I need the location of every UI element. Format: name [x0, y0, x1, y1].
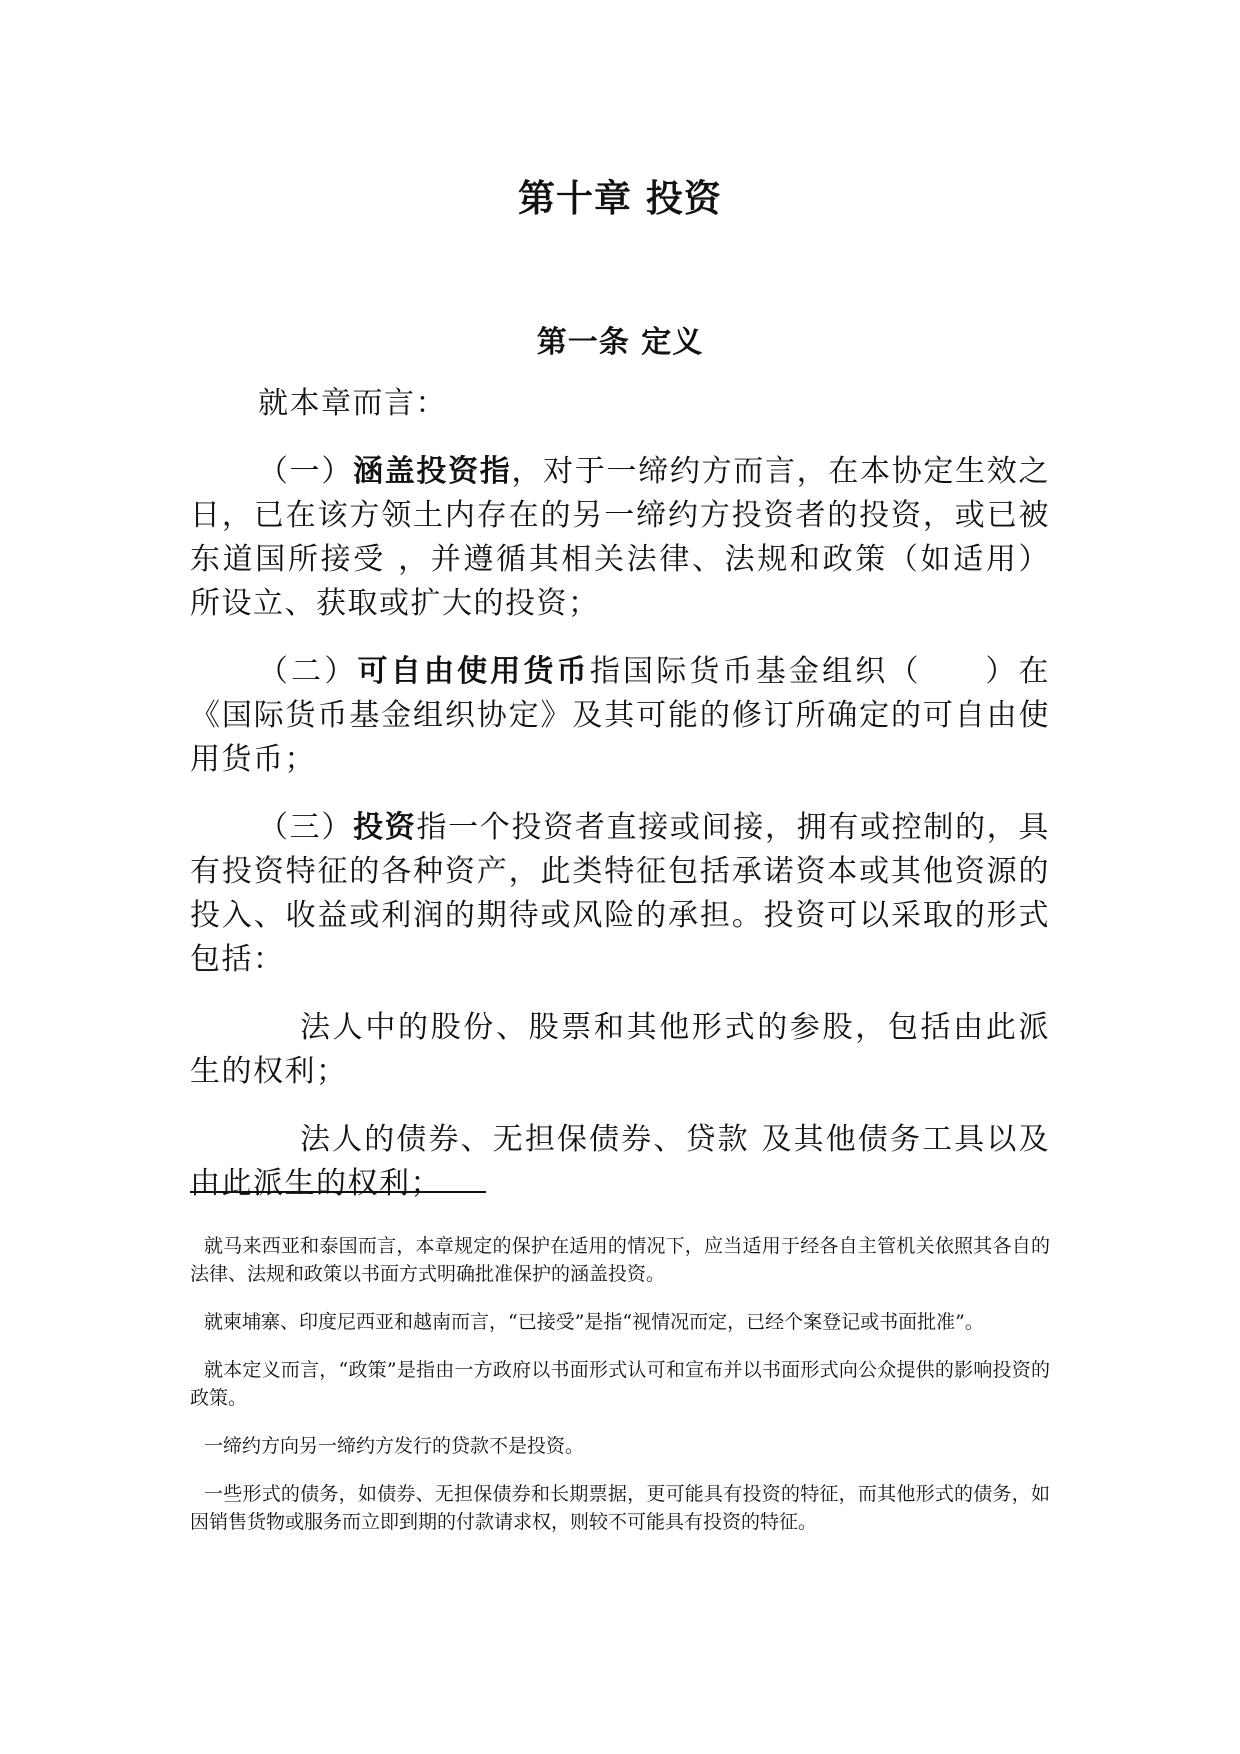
defined-term: 投资: [353, 810, 417, 845]
definition-text: 指一个投资者直接或间接，拥有或控制的，具有投资特征的各种资产，此类特征包括承诺资本或其他资源的投入、收益或利润的期待或风险的承担。投资可以采取的形式包括：: [190, 810, 1050, 977]
definition-text-after-gap: ）在《国际货币基金组织协定》及其可能的修订所确定的可自由使用货币；: [190, 654, 1051, 777]
definition-text-before-gap: 指国际货币基金组织（: [589, 654, 922, 689]
investment-form-bonds: 法人的债券、无担保债券、贷款 及其他债务工具以及由此派生的权利；: [190, 1122, 1050, 1201]
article-title: 第一条 定义: [536, 325, 704, 360]
definition-freely-usable-currency: [190, 650, 1050, 782]
article-body: [190, 382, 1050, 1230]
defined-term: 涵盖投资指: [353, 454, 512, 489]
intro-paragraph: 就本章而言：: [258, 386, 447, 421]
defined-term: 可自由使用货币: [357, 654, 590, 689]
item-number: （三）: [258, 810, 354, 845]
definition-covered-investment: [190, 450, 1050, 626]
item-number: （一）: [258, 454, 354, 489]
footnote: 就本定义而言，“政策”是指由一方政府以书面形式认可和宣布并以书面形式向公众提供的影响投资的政策。: [190, 1359, 1050, 1409]
footnote: 一些形式的债务，如债券、无担保债券和长期票据，更可能具有投资的特征，而其他形式的债务，如因销售货物或服务而立即到期的付款请求权，则较不可能具有投资的特征。: [190, 1483, 1050, 1533]
footnote: 就柬埔寨、印度尼西亚和越南而言，“已接受”是指“视情况而定，已经个案登记或书面批准”。: [204, 1311, 984, 1333]
definition-text: ，对于一缔约方而言，在本协定生效之日，已在该方领土内存在的另一缔约方投资者的投资，或已被东道国所接受 ，并遵循其相关法律、法规和政策（如适用）所设立、获取或扩大的投资；: [190, 454, 1050, 621]
investment-form-shares: 法人中的股份、股票和其他形式的参股，包括由此派生的权利；: [190, 1010, 1050, 1089]
footnotes: [190, 1232, 1050, 1556]
chapter-title: 第十章 投资: [518, 177, 722, 220]
definition-investment: [190, 806, 1050, 982]
footnote: 就马来西亚和泰国而言，本章规定的保护在适用的情况下，应当适用于经各自主管机关依照其各自的法律、法规和政策以书面方式明确批准保护的涵盖投资。: [190, 1235, 1050, 1285]
footnote: 一缔约方向另一缔约方发行的贷款不是投资。: [204, 1435, 585, 1457]
footnote-separator: [190, 1191, 486, 1193]
item-number: （二）: [258, 654, 358, 689]
